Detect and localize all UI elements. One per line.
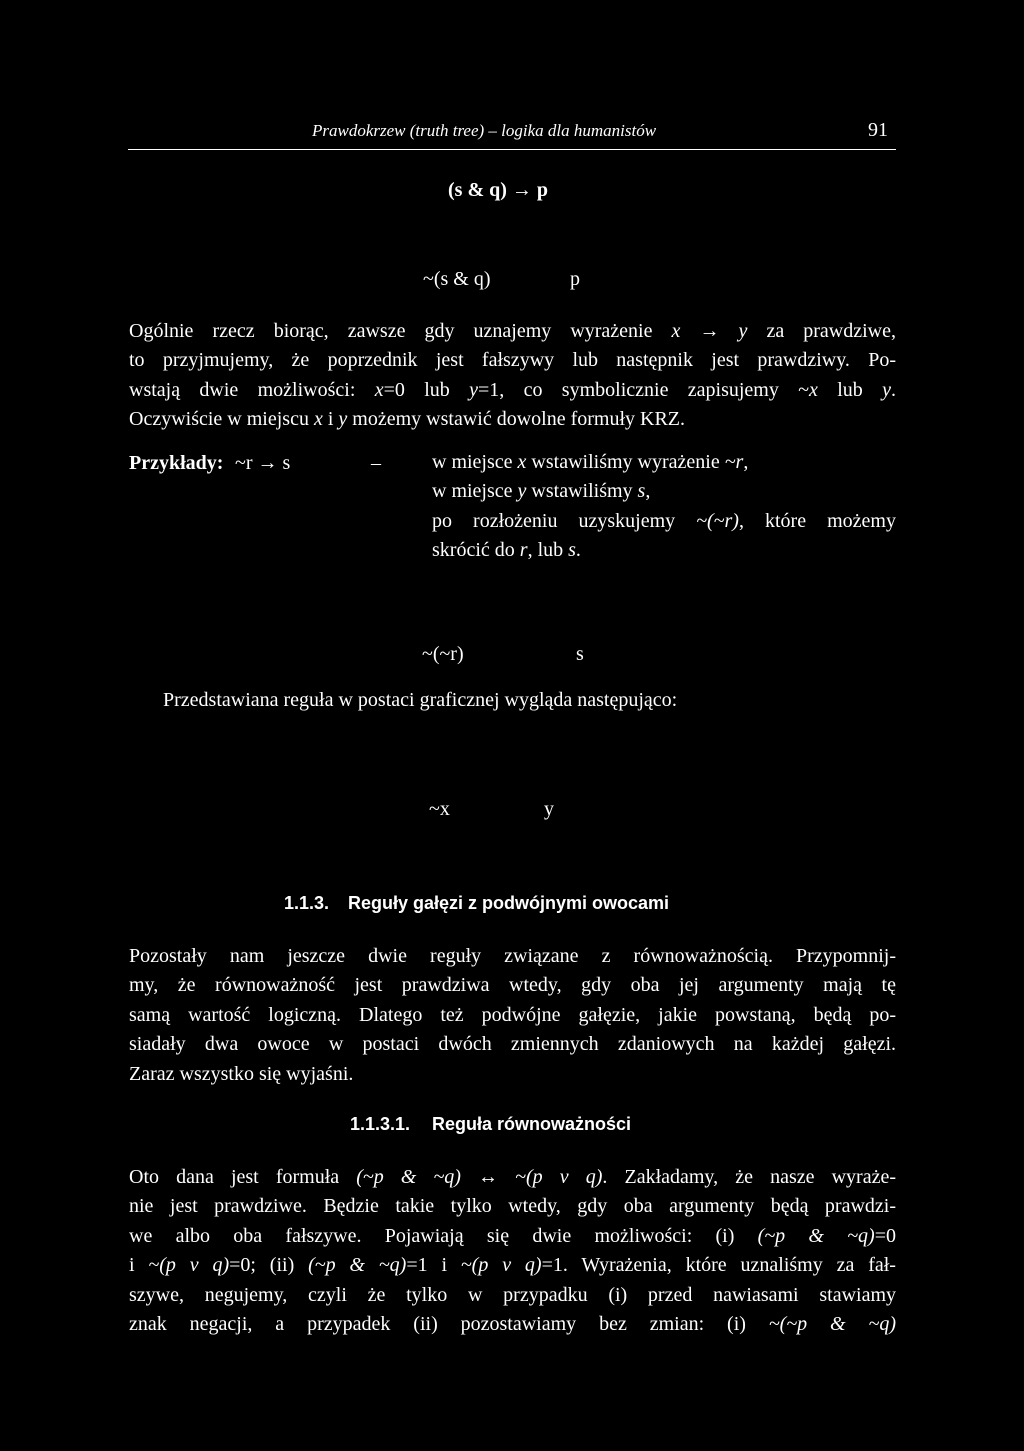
paragraph-line: wstają dwie możliwości: x=0 lub y=1, co symbolicznie zapisujemy ~x lub y. — [129, 378, 897, 401]
paragraph-line: nie jest prawdziwe. Będzie takie tylko wtedy, gdy oba argumenty będą prawdzi- — [129, 1195, 896, 1218]
tree1-root-formula: (s & q) → p — [448, 179, 549, 201]
example-line: w miejsce x wstawiliśmy wyrażenie ~r, — [432, 451, 749, 473]
tree2-right-branch: s — [576, 643, 584, 665]
paragraph-line: Zaraz wszystko się wyjaśni. — [129, 1062, 354, 1085]
tree1-right-branch: p — [570, 268, 580, 290]
example-formula: ~r → s — [235, 452, 291, 474]
paragraph-line: Oto dana jest formuła (~p & ~q) ↔ ~(p v q). Zakładamy, że nasze wyraże- — [129, 1166, 896, 1188]
tree3-right-branch: y — [544, 798, 554, 820]
paragraph-line: samą wartość logiczną. Dlatego też podwójne gałęzie, jakie powstaną, będą po- — [129, 1003, 896, 1026]
subsection-heading-title: Reguła równoważności — [432, 1114, 632, 1134]
header-rule — [128, 149, 896, 150]
paragraph-double-fruit — [129, 942, 896, 1089]
page-number: 91 — [868, 119, 888, 141]
paragraph-line: szywe, negujemy, czyli że tylko w przypadku (i) przed nawiasami stawiamy — [129, 1283, 896, 1306]
paragraph-line: my, że równoważność jest prawdziwa wtedy, gdy oba jej argumenty mają tę — [129, 974, 896, 997]
running-header-title: Prawdokrzew (truth tree) – logika dla humanistów — [312, 121, 657, 140]
example-explanation — [432, 448, 896, 566]
subsection-heading-number: 1.1.3.1. — [350, 1114, 411, 1134]
paragraph-line: Ogólnie rzecz biorąc, zawsze gdy uznajemy wyrażenie x → y za prawdziwe, — [129, 320, 897, 342]
section-heading-number: 1.1.3. — [284, 893, 330, 913]
example-line: po rozłożeniu uzyskujemy ~(~r), które możemy — [432, 509, 896, 532]
example-line: skrócić do r, lub s. — [432, 539, 581, 562]
paragraph-equivalence-rule — [129, 1163, 896, 1339]
paragraph-line: Pozostały nam jeszcze dwie reguły związane z równoważnością. Przypomnij- — [129, 945, 896, 967]
paragraph-line: znak negacji, a przypadek (ii) pozostawiamy bez zmian: (i) ~(~p & ~q) — [129, 1313, 896, 1336]
example-dash: – — [371, 452, 381, 474]
example-line: w miejsce y wstawiliśmy s, — [432, 480, 651, 503]
paragraph-line: to przyjmujemy, że poprzednik jest fałszywy lub następnik jest prawdziwy. Po- — [129, 349, 896, 372]
paragraph-line: Oczywiście w miejscu x i y możemy wstawić dowolne formuły KRZ. — [129, 408, 686, 431]
paragraph-line: we albo oba fałszywe. Pojawiają się dwie możliwości: (i) (~p & ~q)=0 — [129, 1224, 896, 1247]
tree1-left-branch: ~(s & q) — [423, 268, 491, 290]
graphic-rule-intro: Przedstawiana reguła w postaci graficznej wygląda następująco: — [163, 689, 678, 711]
tree2-left-branch: ~(~r) — [422, 643, 464, 665]
paragraph-line: i ~(p v q)=0; (ii) (~p & ~q)=1 i ~(p v q)=1. Wyrażenia, które uznaliśmy za fał- — [129, 1254, 896, 1277]
paragraph-line: siadały dwa owoce w postaci dwóch zmiennych zdaniowych na każdej gałęzi. — [129, 1033, 896, 1056]
tree3-left-branch: ~x — [429, 798, 450, 820]
examples-label: Przykłady: — [129, 452, 224, 474]
section-heading-title: Reguły gałęzi z podwójnymi owocami — [348, 893, 670, 913]
paragraph-implication-rule — [129, 317, 896, 435]
